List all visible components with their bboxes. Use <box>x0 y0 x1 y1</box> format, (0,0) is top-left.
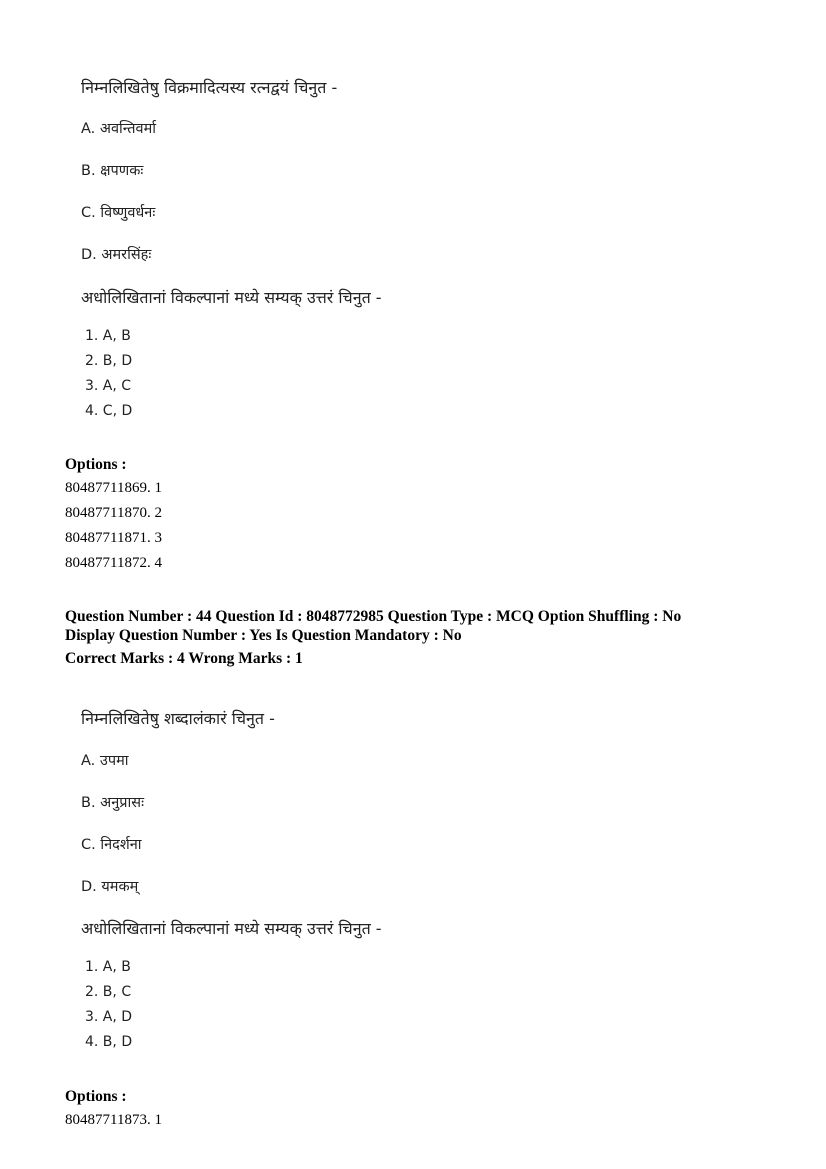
q43-options-list <box>65 476 162 576</box>
q43-options-label: Options : <box>65 456 127 473</box>
q44-option-id-1: 80487711873. 1 <box>65 1112 162 1128</box>
q43-choice-3: 3. A, C <box>85 378 132 394</box>
q43-choice-4: 4. C, D <box>85 403 133 419</box>
q44-statement-d: D. यमकम् <box>81 879 139 895</box>
q43-instruction: अधोलिखितानां विकल्पानां मध्ये सम्यक् उत्तरं चिनुत - <box>81 288 382 307</box>
q44-options-label: Options : <box>65 1088 127 1105</box>
q43-statement-a: A. अवन्तिवर्मा <box>81 121 156 137</box>
q44-statement-b: B. अनुप्रासः <box>81 795 145 811</box>
q44-statement-a: A. उपमा <box>81 753 129 769</box>
q43-statement-d: D. अमरसिंहः <box>81 247 152 263</box>
q44-statement-c: C. निदर्शना <box>81 837 142 853</box>
q43-option-id-2: 80487711870. 2 <box>65 505 162 521</box>
q43-statement-c: C. विष्णुवर्धनः <box>81 205 156 221</box>
q44-options-list <box>65 1108 162 1133</box>
q43-option-id-4: 80487711872. 4 <box>65 555 162 571</box>
q44-choice-2: 2. B, C <box>85 984 132 1000</box>
q44-choice-4: 4. B, D <box>85 1034 133 1050</box>
q44-choice-1: 1. A, B <box>85 959 131 975</box>
q44-choice-list <box>85 955 132 1055</box>
q44-meta <box>65 607 681 668</box>
q43-question-text: निम्नलिखितेषु विक्रमादित्यस्य रत्नद्वयं चिनुत - <box>81 78 338 97</box>
q44-choice-3: 3. A, D <box>85 1009 133 1025</box>
q44-meta-line-1: Question Number : 44 Question Id : 8048772985 Question Type : MCQ Option Shuffling : No <box>65 608 682 625</box>
q44-meta-line-3: Correct Marks : 4 Wrong Marks : 1 <box>65 650 303 667</box>
q43-option-id-3: 80487711871. 3 <box>65 530 162 546</box>
q43-statement-b: B. क्षपणकः <box>81 163 144 179</box>
q43-choice-list <box>85 324 132 424</box>
q43-choice-1: 1. A, B <box>85 328 131 344</box>
q44-instruction: अधोलिखितानां विकल्पानां मध्ये सम्यक् उत्तरं चिनुत - <box>81 919 382 938</box>
q43-choice-2: 2. B, D <box>85 353 133 369</box>
q44-meta-line-2: Display Question Number : Yes Is Question Mandatory : No <box>65 627 462 644</box>
q43-option-id-1: 80487711869. 1 <box>65 480 162 496</box>
q44-question-text: निम्नलिखितेषु शब्दालंकारं चिनुत - <box>81 709 275 728</box>
